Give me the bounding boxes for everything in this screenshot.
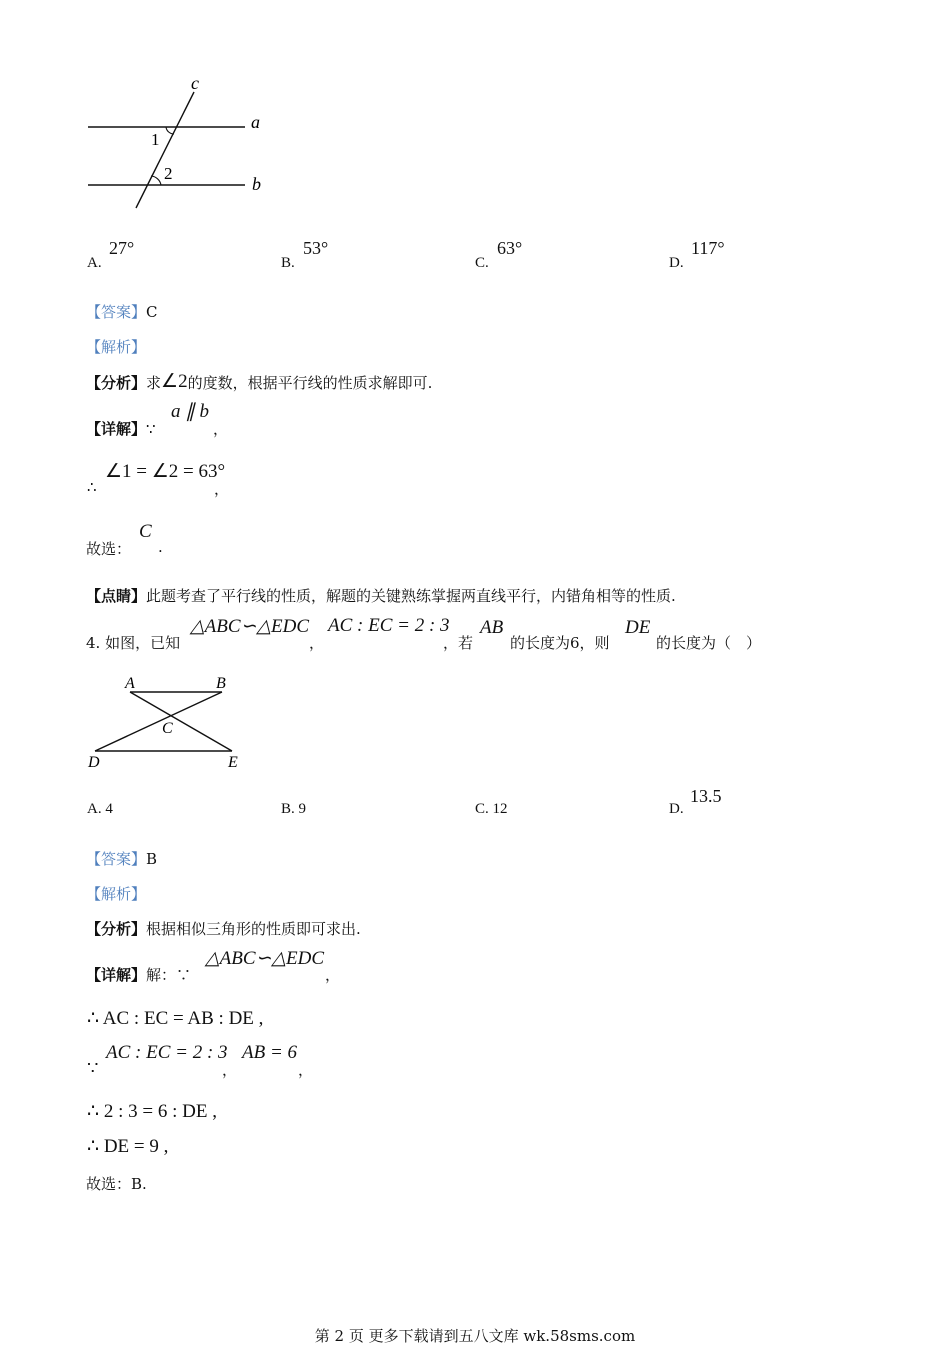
q3-fenxi-pre: 求 [146, 374, 162, 392]
q4-option-c-letter: C. [475, 801, 489, 817]
q3-answer-line [86, 301, 158, 322]
page-footer: 第 2 页 更多下载请到五八文库 wk.58sms.com [314, 1327, 636, 1345]
q4-ruo: ，若 [443, 634, 474, 652]
q4-option-b-value: 9 [298, 801, 307, 817]
label-b: b [252, 174, 261, 194]
q3-fenxi-post: 的度数，根据平行线的性质求解即可. [187, 374, 433, 392]
q4-xiangjie-tag: 【详解】 [86, 966, 147, 984]
label-c: c [191, 73, 199, 93]
q3-fenxi-tag: 【分析】 [86, 374, 147, 392]
q3-comma2: ， [214, 480, 230, 498]
parallel-lines-figure [80, 70, 280, 215]
q4-analysis-tag: 【解析】 [86, 885, 147, 903]
q4-ratio2: AC : EC = 2 : 3 [106, 1042, 228, 1063]
q3-dianjing-line [86, 585, 676, 606]
q4-step1: ∴ AC : EC = AB : DE , [87, 1008, 264, 1029]
q4-length6: 的长度为6，则 [510, 634, 610, 652]
q3-dianjing-text: 此题考查了平行线的性质，解题的关键熟练掌握两直线平行，内错角相等的性质. [146, 587, 676, 605]
q3-answer-value: C [146, 303, 158, 321]
q3-parallel: a ∥ b [171, 401, 209, 422]
q3-choose-value: C [139, 521, 152, 542]
q3-option-d-value: 117° [691, 238, 725, 258]
q4-option-a-letter: A. [87, 801, 102, 817]
q4-jie: 解：∵ [146, 966, 192, 984]
q4-de: DE [625, 617, 651, 638]
label-A: A [125, 675, 135, 692]
q4-comma1: ， [309, 634, 325, 652]
angle-2-arc [151, 176, 161, 185]
q4-number: 4. 如图，已知 [86, 634, 181, 652]
q4-ratio: AC : EC = 2 : 3 [328, 615, 450, 636]
label-C: C [162, 720, 173, 737]
q4-choose: 故选：B. [86, 1175, 147, 1193]
q4-step3: ∴ 2 : 3 = 6 : DE , [87, 1101, 217, 1122]
q4-comma: ， [325, 966, 341, 984]
q4-option-c [475, 801, 508, 818]
q4-option-c-value: 12 [492, 801, 508, 817]
q3-because: ∵ [146, 420, 156, 438]
q3-xiangjie-tag: 【详解】 [86, 420, 147, 438]
q3-equation: ∠1 = ∠2 = 63° [105, 461, 226, 482]
q4-fenxi-line [86, 918, 361, 939]
q4-option-d-value: 13.5 [690, 786, 722, 806]
label-a: a [251, 112, 260, 132]
label-D: D [88, 754, 100, 771]
q3-therefore: ∴ [87, 478, 97, 496]
q4-answer-line [86, 848, 157, 869]
q4-answer-tag: 【答案】 [86, 850, 147, 868]
q4-fenxi-text: 根据相似三角形的性质即可求出. [146, 920, 361, 938]
segment-bd [95, 692, 222, 751]
q4-similar2: △ABC∽△EDC [205, 948, 325, 969]
q4-ab: AB [480, 617, 504, 638]
q4-similar: △ABC∽△EDC [190, 616, 310, 637]
q3-option-d-letter: D. [669, 255, 684, 271]
q3-option-b-letter: B. [281, 255, 295, 271]
q4-answer-value: B [146, 850, 158, 868]
q3-answer-tag: 【答案】 [86, 303, 147, 321]
segment-ae [130, 692, 232, 751]
q3-fenxi-math: ∠2 [161, 371, 188, 392]
q3-option-c-letter: C. [475, 255, 489, 271]
q4-ab6: AB = 6 [242, 1042, 298, 1063]
q3-xiangjie-line [86, 418, 156, 439]
q3-option-a-value: 27° [109, 238, 135, 258]
similar-triangles-figure [80, 668, 260, 778]
q4-option-b [281, 801, 306, 818]
q3-option-c-value: 63° [497, 238, 523, 258]
label-E: E [228, 754, 238, 771]
q3-analysis-tag: 【解析】 [86, 338, 147, 356]
q4-xiangjie-line [86, 964, 191, 985]
q4-option-a [87, 801, 113, 818]
line-c [136, 92, 194, 208]
q3-fenxi-line [86, 371, 432, 394]
q3-option-a-letter: A. [87, 255, 102, 271]
q3-choose-label: 故选： [86, 540, 132, 558]
q4-step4: ∴ DE = 9 , [87, 1136, 169, 1157]
q3-comma: ， [213, 420, 229, 438]
q4-comma-b: ， [298, 1061, 314, 1079]
q4-option-a-value: 4 [105, 801, 113, 817]
q4-comma-a: ， [222, 1061, 238, 1079]
q3-choose-period: . [158, 538, 163, 556]
q4-fenxi-tag: 【分析】 [86, 920, 147, 938]
q4-option-d-letter: D. [669, 801, 684, 817]
q3-dianjing-tag: 【点睛】 [86, 587, 147, 605]
q4-option-b-letter: B. [281, 801, 295, 817]
label-B: B [216, 675, 226, 692]
q4-because: ∵ [87, 1058, 99, 1079]
label-2: 2 [164, 164, 173, 183]
label-1: 1 [151, 130, 160, 149]
q4-length-q: 的长度为（ ） [656, 634, 762, 652]
q3-option-b-value: 53° [303, 238, 329, 258]
